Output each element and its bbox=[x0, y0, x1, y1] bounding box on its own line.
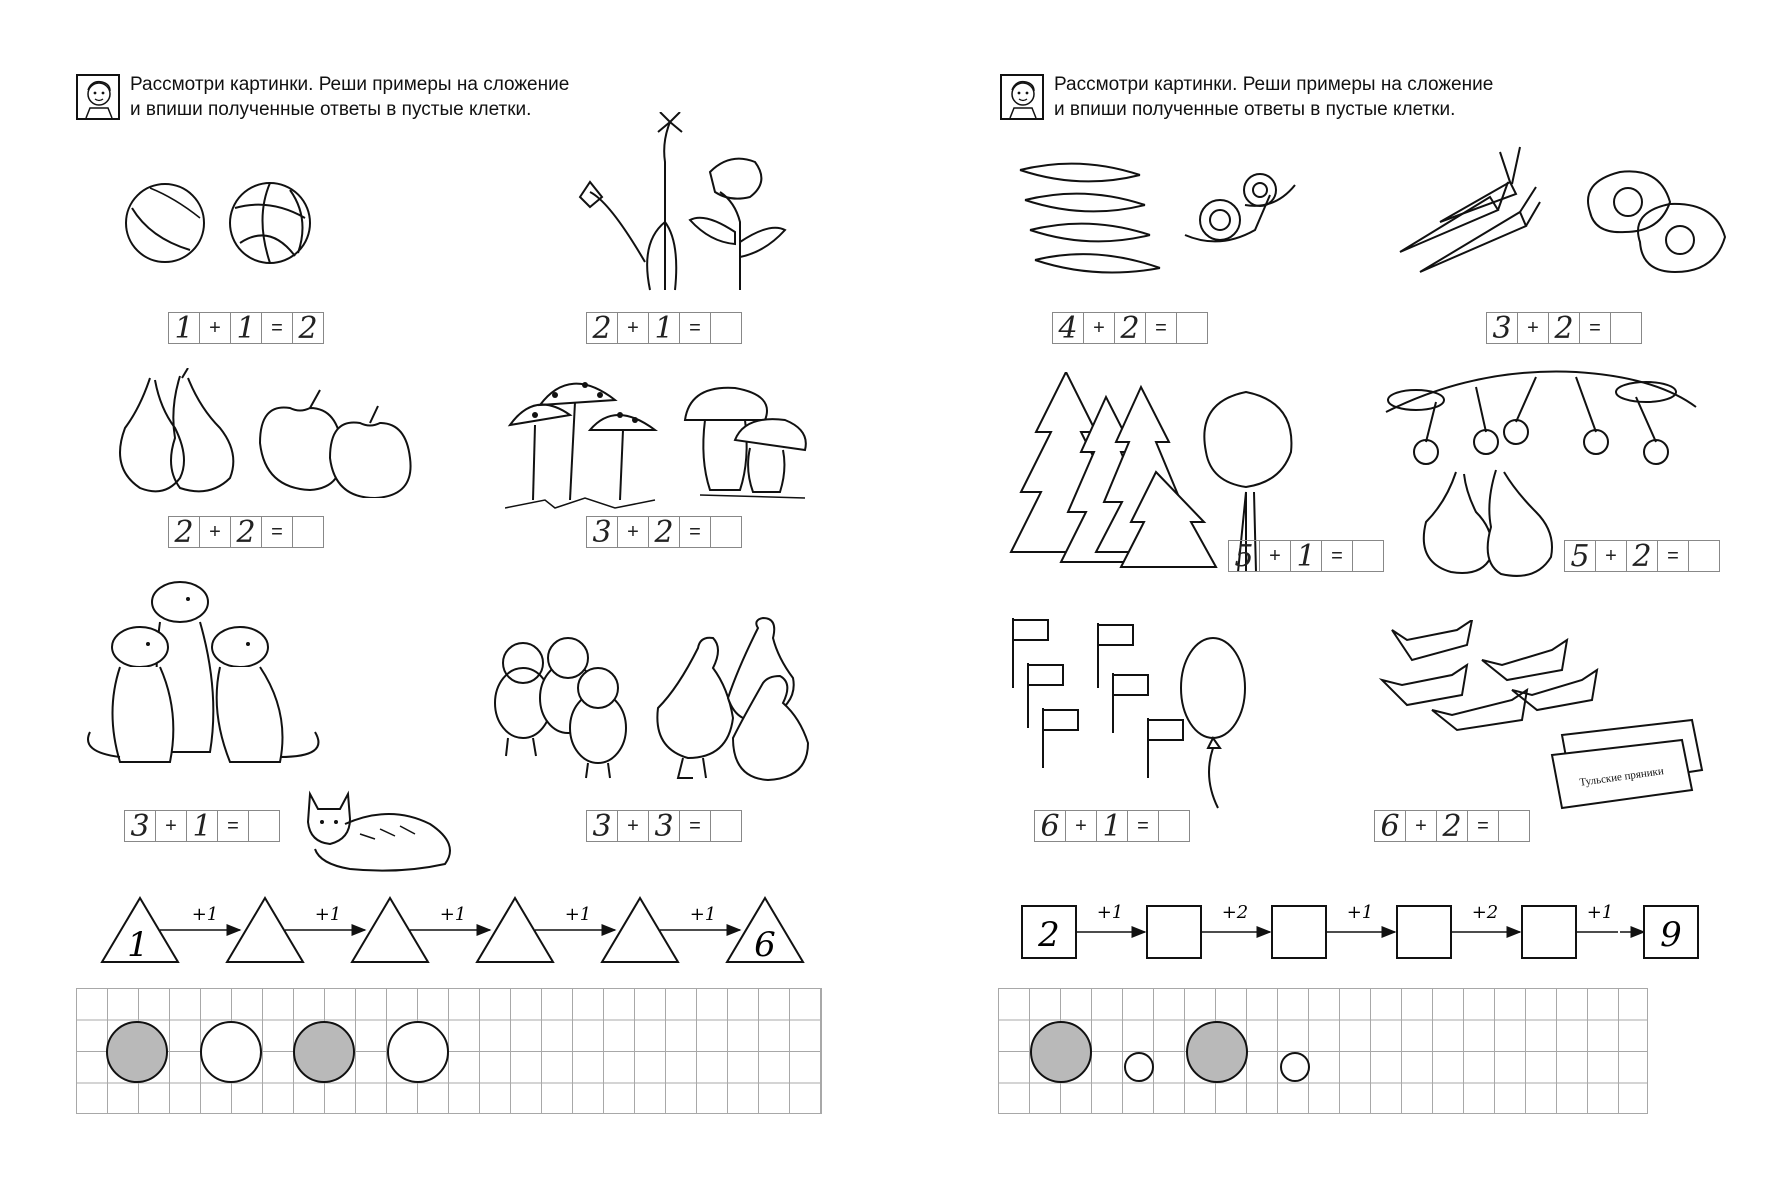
addend-a: 6 bbox=[1034, 810, 1066, 842]
equation-candies bbox=[1374, 810, 1530, 842]
chain-start-number: 1 bbox=[127, 925, 149, 965]
square-chain bbox=[1020, 894, 1620, 964]
chain-step-label: +1 bbox=[1346, 902, 1374, 923]
chain-step-label: +1 bbox=[564, 904, 592, 925]
square-blank[interactable] bbox=[1397, 906, 1451, 958]
instruction-line-1: Рассмотри картинки. Реши примеры на сложение bbox=[130, 74, 570, 95]
addend-b: 2 bbox=[1114, 312, 1146, 344]
equals-sign: = bbox=[1579, 312, 1611, 344]
addend-a: 3 bbox=[586, 516, 618, 548]
chain-step-label: +1 bbox=[439, 904, 467, 925]
chain-step-label: +1 bbox=[1096, 902, 1124, 923]
instruction-line-2: и впиши полученные ответы в пустые клетки. bbox=[1054, 99, 1456, 120]
equals-sign: = bbox=[1321, 540, 1353, 572]
answer-cell[interactable] bbox=[1610, 312, 1642, 344]
addend-a: 2 bbox=[586, 312, 618, 344]
addend-b: 1 bbox=[1096, 810, 1128, 842]
equation-mushrooms bbox=[586, 516, 742, 548]
chain-end-number: 6 bbox=[754, 925, 776, 965]
pears-apples-picture bbox=[110, 368, 430, 498]
equation-caterpillars bbox=[1052, 312, 1208, 344]
chain-step-label: +1 bbox=[314, 904, 342, 925]
equals-sign: = bbox=[1467, 810, 1499, 842]
flowers-picture bbox=[570, 112, 800, 292]
equation-carrots bbox=[1486, 312, 1642, 344]
chain-step-label: +2 bbox=[1221, 902, 1249, 923]
square-blank[interactable] bbox=[1147, 906, 1201, 958]
square-chain-end bbox=[1620, 894, 1700, 964]
addend-b: 2 bbox=[230, 516, 262, 548]
equation-pears bbox=[168, 516, 324, 548]
caterpillars-snails-picture bbox=[1010, 150, 1310, 290]
mushrooms-picture bbox=[505, 360, 815, 510]
answer-cell[interactable] bbox=[710, 312, 742, 344]
plus-sign: + bbox=[199, 312, 231, 344]
answer-cell[interactable] bbox=[1352, 540, 1384, 572]
equation-birds bbox=[586, 810, 742, 842]
addend-b: 3 bbox=[648, 810, 680, 842]
dogs-picture bbox=[80, 572, 340, 772]
addend-b: 1 bbox=[230, 312, 262, 344]
plus-sign: + bbox=[1065, 810, 1097, 842]
candies-picture bbox=[1372, 620, 1712, 810]
answer-cell[interactable] bbox=[1176, 312, 1208, 344]
equation-balls bbox=[168, 312, 324, 344]
child-face-icon bbox=[1000, 74, 1044, 120]
circle-empty bbox=[200, 1021, 262, 1083]
plus-sign: + bbox=[1083, 312, 1115, 344]
plus-sign: + bbox=[1517, 312, 1549, 344]
answer-cell[interactable] bbox=[710, 516, 742, 548]
equation-cherries bbox=[1564, 540, 1720, 572]
plus-sign: + bbox=[155, 810, 187, 842]
pattern-grid[interactable] bbox=[998, 988, 1648, 1114]
circle-filled bbox=[293, 1021, 355, 1083]
answer-cell[interactable] bbox=[292, 516, 324, 548]
plus-sign: + bbox=[1595, 540, 1627, 572]
circle-filled-large bbox=[1186, 1021, 1248, 1083]
circle-empty-small bbox=[1124, 1052, 1154, 1082]
equals-sign: = bbox=[1145, 312, 1177, 344]
plus-sign: + bbox=[199, 516, 231, 548]
answer-cell[interactable]: 2 bbox=[292, 312, 324, 344]
addend-b: 1 bbox=[186, 810, 218, 842]
answer-cell[interactable] bbox=[710, 810, 742, 842]
triangle-chain bbox=[100, 890, 820, 970]
equals-sign: = bbox=[261, 312, 293, 344]
child-face-icon bbox=[76, 74, 120, 120]
equals-sign: = bbox=[261, 516, 293, 548]
instruction-line-2: и впиши полученные ответы в пустые клетки. bbox=[130, 99, 532, 120]
plus-sign: + bbox=[617, 312, 649, 344]
chicks-ducks-picture bbox=[488, 608, 818, 788]
equals-sign: = bbox=[679, 810, 711, 842]
answer-cell[interactable] bbox=[1158, 810, 1190, 842]
addend-b: 1 bbox=[648, 312, 680, 344]
addend-b: 2 bbox=[1436, 810, 1468, 842]
answer-cell[interactable] bbox=[1688, 540, 1720, 572]
equals-sign: = bbox=[217, 810, 249, 842]
square-blank[interactable] bbox=[1522, 906, 1576, 958]
equals-sign: = bbox=[679, 516, 711, 548]
addend-a: 2 bbox=[168, 516, 200, 548]
chain-step-label: +1 bbox=[689, 904, 717, 925]
answer-cell[interactable] bbox=[1498, 810, 1530, 842]
pattern-grid[interactable] bbox=[76, 988, 822, 1114]
equals-sign: = bbox=[1127, 810, 1159, 842]
addend-b: 2 bbox=[1626, 540, 1658, 572]
addend-a: 3 bbox=[1486, 312, 1518, 344]
cat-picture bbox=[300, 784, 460, 874]
circle-filled-large bbox=[1030, 1021, 1092, 1083]
carrots-cabbage-picture bbox=[1380, 142, 1740, 292]
plus-sign: + bbox=[617, 516, 649, 548]
addend-a: 6 bbox=[1374, 810, 1406, 842]
equation-flags bbox=[1034, 810, 1190, 842]
equals-sign: = bbox=[1657, 540, 1689, 572]
addend-a: 4 bbox=[1052, 312, 1084, 344]
addend-b: 1 bbox=[1290, 540, 1322, 572]
balls-picture bbox=[120, 168, 370, 278]
plus-sign: + bbox=[617, 810, 649, 842]
equation-trees bbox=[1228, 540, 1384, 572]
chain-step-label: +2 bbox=[1471, 902, 1499, 923]
equation-dogs bbox=[124, 810, 280, 842]
instruction bbox=[1000, 72, 1493, 122]
addend-b: 2 bbox=[648, 516, 680, 548]
plus-sign: + bbox=[1405, 810, 1437, 842]
chain-step-label: +1 bbox=[1586, 902, 1614, 923]
addend-a: 1 bbox=[168, 312, 200, 344]
addend-a: 5 bbox=[1228, 540, 1260, 572]
circle-empty bbox=[387, 1021, 449, 1083]
right-page bbox=[896, 0, 1792, 1181]
addend-a: 3 bbox=[124, 810, 156, 842]
addend-b: 2 bbox=[1548, 312, 1580, 344]
instruction bbox=[76, 72, 569, 122]
instruction-line-1: Рассмотри картинки. Реши примеры на сложение bbox=[1054, 74, 1494, 95]
equation-flowers bbox=[586, 312, 742, 344]
equals-sign: = bbox=[679, 312, 711, 344]
addend-a: 5 bbox=[1564, 540, 1596, 572]
circle-filled bbox=[106, 1021, 168, 1083]
chain-step-label: +1 bbox=[191, 904, 219, 925]
candy-wrapper-text: Тульские пряники bbox=[1578, 765, 1665, 789]
flags-balloon-picture bbox=[1008, 618, 1248, 818]
chain-end-number: 9 bbox=[1660, 915, 1682, 955]
answer-cell[interactable] bbox=[248, 810, 280, 842]
square-blank[interactable] bbox=[1272, 906, 1326, 958]
circle-empty-small bbox=[1280, 1052, 1310, 1082]
plus-sign: + bbox=[1259, 540, 1291, 572]
addend-a: 3 bbox=[586, 810, 618, 842]
chain-start-number: 2 bbox=[1038, 915, 1060, 955]
